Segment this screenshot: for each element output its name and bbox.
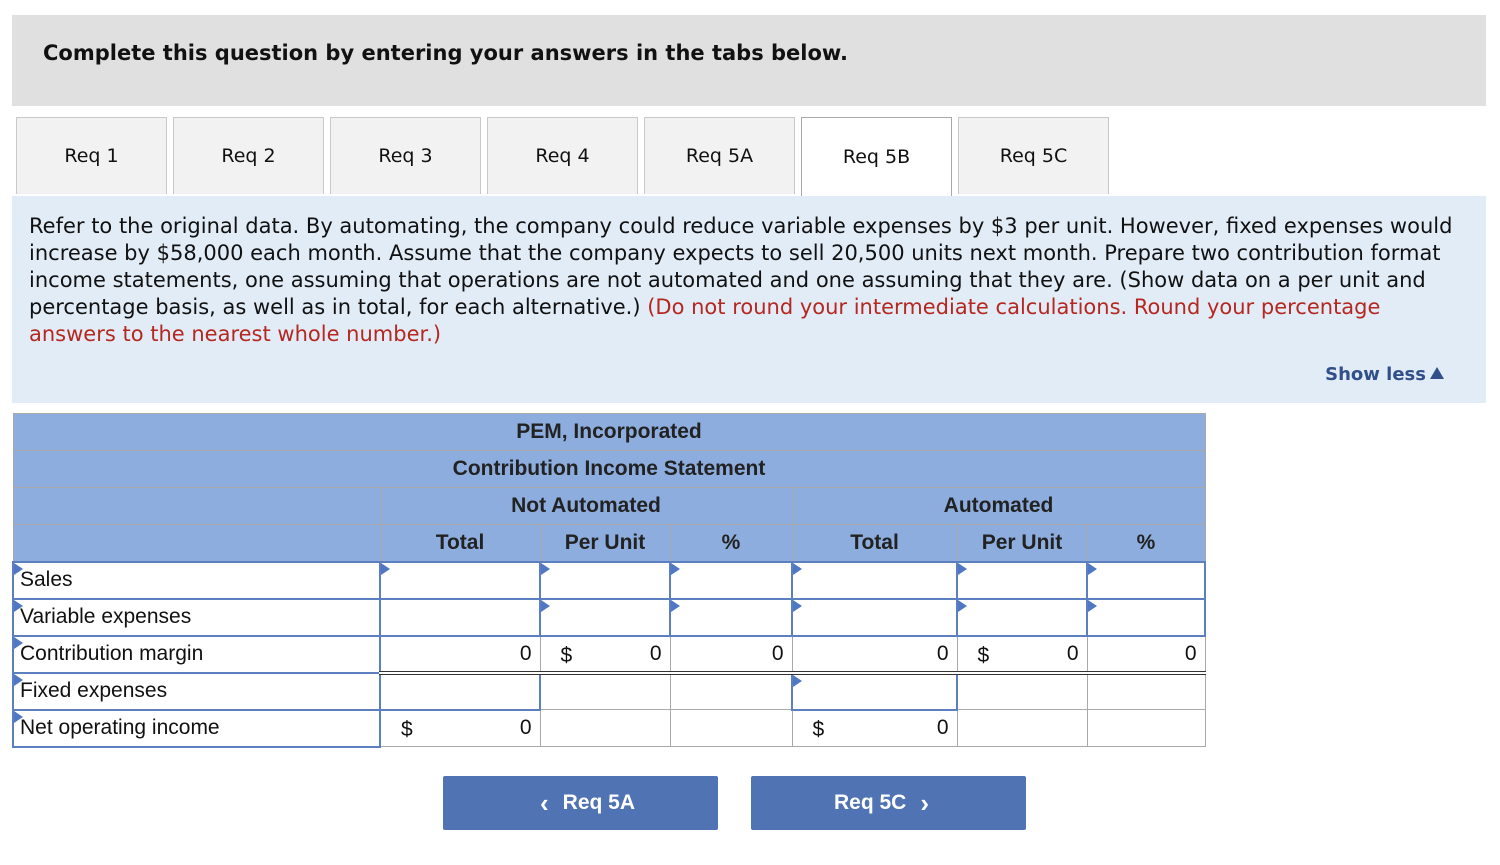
empty-cell	[1087, 710, 1205, 747]
cm-a-unit	[957, 636, 1087, 673]
col-pct-a: %	[1087, 525, 1205, 562]
fixed-na-total-field[interactable]	[381, 674, 543, 710]
show-less-label: Show less	[1325, 364, 1426, 385]
variable-expenses-label-text: Variable expenses	[20, 605, 192, 628]
empty-cell	[957, 710, 1087, 747]
instructions-note: (Do not round your intermediate calculations. Round your percentage answers to the nearest whole number.)	[29, 295, 1381, 346]
sales-label-text: Sales	[20, 568, 73, 591]
instructions-main: Refer to the original data. By automating, the company could reduce variable expenses by $3 per unit. However, fixed expenses would increase by $58,000 each month. Assume that the company expects to sell 20,500 units next month. Prepare two contribution format income statements, one assuming that operations are not automated and one assuming that they are. (Show data on a per unit and percentage basis, as well as in total, for each alternative.)	[29, 214, 1453, 319]
variable-expenses-label[interactable]	[13, 599, 380, 636]
tab-bar	[12, 117, 1486, 197]
var-na-total-input[interactable]	[380, 599, 540, 636]
header-title: Complete this question by entering your answers in the tabs below.	[43, 41, 848, 65]
cm-na-unit-value: 0	[649, 641, 662, 665]
automated-header: Automated	[792, 488, 1205, 525]
currency-symbol: $	[401, 717, 413, 741]
noi-a-total-value: 0	[936, 716, 949, 740]
col-total-na: Total	[380, 525, 540, 562]
currency-symbol: $	[977, 643, 990, 667]
fixed-expenses-label-text: Fixed expenses	[20, 679, 168, 702]
company-row	[13, 414, 1205, 451]
fixed-na-total-input[interactable]	[380, 673, 540, 710]
sales-na-unit-input[interactable]	[540, 562, 670, 599]
currency-symbol: $	[812, 717, 825, 741]
sales-row	[13, 562, 1205, 599]
empty-cell	[1087, 673, 1205, 710]
col-per-unit-a: Per Unit	[957, 525, 1087, 562]
empty-cell	[540, 673, 670, 710]
var-a-unit-field[interactable]	[958, 599, 1090, 636]
tab-req-3[interactable]: Req 3	[330, 117, 481, 194]
var-na-unit-input[interactable]	[540, 599, 670, 636]
empty-cell	[670, 673, 792, 710]
contribution-margin-label-text: Contribution margin	[20, 642, 204, 665]
var-a-total-field[interactable]	[793, 599, 960, 636]
var-a-unit-input[interactable]	[957, 599, 1087, 636]
contribution-margin-row	[13, 636, 1205, 673]
chevron-left-icon: ‹	[539, 787, 549, 818]
tab-req-1[interactable]: Req 1	[16, 117, 167, 194]
cm-a-pct: 0	[1087, 636, 1205, 673]
prev-button-label: Req 5A	[562, 791, 636, 814]
noi-na-total	[380, 710, 540, 747]
question-panel	[12, 196, 1486, 403]
tab-req-5a[interactable]: Req 5A	[644, 117, 795, 194]
sales-na-pct-field[interactable]	[671, 562, 795, 599]
variable-expenses-row	[13, 599, 1205, 636]
fixed-a-total-field[interactable]	[793, 674, 960, 710]
var-a-pct-field[interactable]	[1088, 599, 1208, 636]
column-header-row	[13, 525, 1205, 562]
cm-na-pct: 0	[670, 636, 792, 673]
cm-na-unit	[540, 636, 670, 673]
group-header-row	[13, 488, 1205, 525]
noi-na-total-value: 0	[519, 716, 532, 740]
sales-a-total-input[interactable]	[792, 562, 957, 599]
chevron-right-icon: ›	[920, 787, 930, 818]
show-less-link[interactable]	[1325, 364, 1444, 385]
empty-cell	[670, 710, 792, 747]
cm-a-total: 0	[792, 636, 957, 673]
sales-label[interactable]	[13, 562, 380, 599]
sales-a-pct-input[interactable]	[1087, 562, 1205, 599]
sales-a-pct-field[interactable]	[1088, 562, 1208, 599]
next-req-5c-button[interactable]	[751, 776, 1026, 830]
statement-title: Contribution Income Statement	[13, 451, 1205, 488]
sales-a-unit-input[interactable]	[957, 562, 1087, 599]
sales-na-total-input[interactable]	[380, 562, 540, 599]
var-a-pct-input[interactable]	[1087, 599, 1205, 636]
var-na-pct-input[interactable]	[670, 599, 792, 636]
currency-symbol: $	[560, 643, 573, 667]
sales-na-unit-field[interactable]	[541, 562, 673, 599]
col-per-unit-na: Per Unit	[540, 525, 670, 562]
sales-a-total-field[interactable]	[793, 562, 960, 599]
cm-a-unit-value: 0	[1066, 641, 1079, 665]
net-operating-income-label[interactable]	[13, 710, 380, 747]
fixed-expenses-label[interactable]	[13, 673, 380, 710]
sales-na-pct-input[interactable]	[670, 562, 792, 599]
not-automated-header: Not Automated	[380, 488, 792, 525]
instructions-header	[12, 15, 1486, 106]
var-na-pct-field[interactable]	[671, 599, 795, 636]
tab-req-5c[interactable]: Req 5C	[958, 117, 1109, 194]
var-na-total-field[interactable]	[381, 599, 543, 636]
cm-na-total: 0	[380, 636, 540, 673]
tab-req-2[interactable]: Req 2	[173, 117, 324, 194]
prev-req-5a-button[interactable]	[443, 776, 718, 830]
col-total-a: Total	[792, 525, 957, 562]
noi-a-total	[792, 710, 957, 747]
fixed-a-total-input[interactable]	[792, 673, 957, 710]
next-button-label: Req 5C	[833, 791, 907, 814]
fixed-expenses-row	[13, 673, 1205, 710]
empty-cell	[540, 710, 670, 747]
company-name: PEM, Incorporated	[13, 414, 1205, 451]
empty-cell	[957, 673, 1087, 710]
income-statement-table	[12, 413, 1206, 748]
title-row	[13, 451, 1205, 488]
tab-req-5b[interactable]: Req 5B	[801, 117, 952, 196]
net-operating-income-row	[13, 710, 1205, 747]
triangle-up-icon	[1430, 367, 1444, 379]
var-na-unit-field[interactable]	[541, 599, 673, 636]
col-pct-na: %	[670, 525, 792, 562]
blank-header	[13, 488, 380, 525]
sales-na-total-field[interactable]	[381, 562, 543, 599]
instructions-text	[29, 213, 1469, 348]
blank-header	[13, 525, 380, 562]
tab-req-4[interactable]: Req 4	[487, 117, 638, 194]
net-operating-income-label-text: Net operating income	[20, 716, 220, 739]
sales-a-unit-field[interactable]	[958, 562, 1090, 599]
var-a-total-input[interactable]	[792, 599, 957, 636]
contribution-margin-label[interactable]	[13, 636, 380, 673]
